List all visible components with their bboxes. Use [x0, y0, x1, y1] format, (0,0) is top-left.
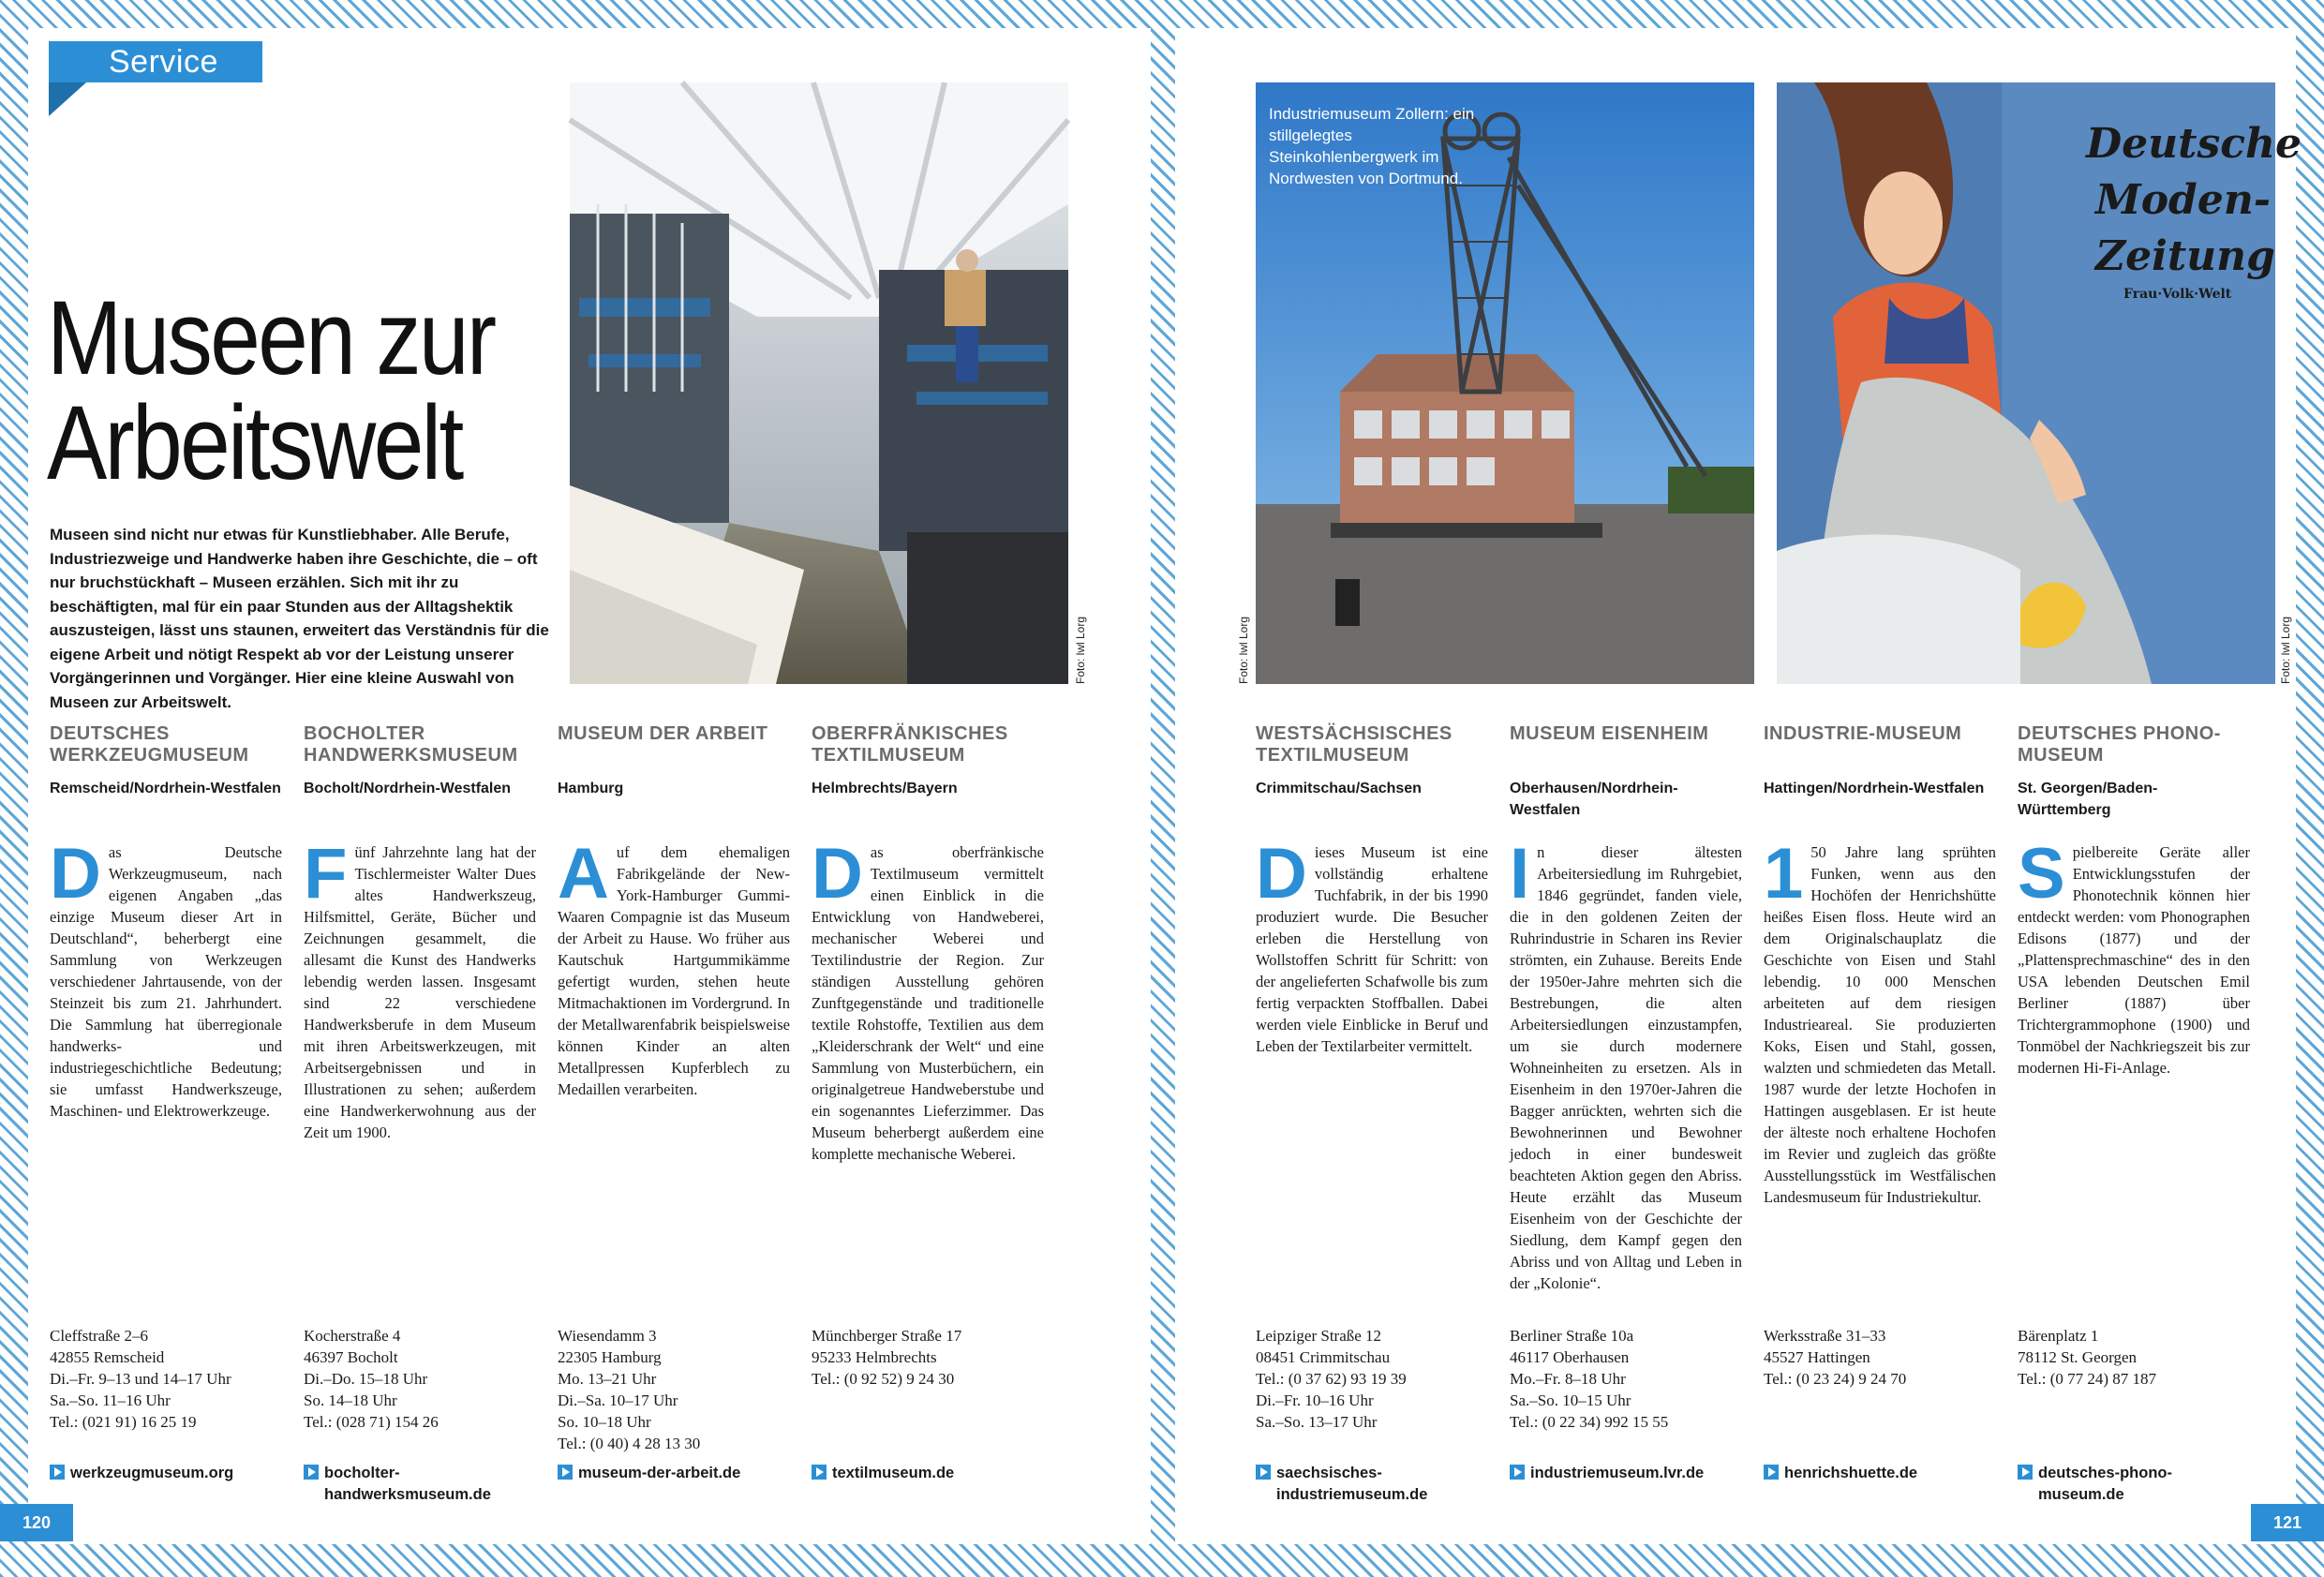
museum-address: Bärenplatz 1 78112 St. Georgen Tel.: (0 77 24) 87 187 [2018, 1327, 2157, 1388]
museum-weblink[interactable] [2018, 1463, 2252, 1506]
museum-description [50, 834, 282, 1122]
drop-cap: S [2018, 834, 2065, 914]
museum-column-hattingen [1764, 723, 1996, 1208]
museum-address: Kocherstraße 4 46397 Bocholt Di.–Do. 15–18 Uhr So. 14–18 Uhr Tel.: (028 71) 154 26 [304, 1327, 439, 1431]
description-text: as Deutsche Werkzeugmuseum, nach eigenen Angaben „das einzige Museum dieser Art in Deutschland“, beherbergt eine Sammlung von Werkzeugen verschiedener Jahrtausende, von der Steinzeit bis zum 21. Jahrhundert. Die Sammlung hat überregionale handwerks- und industriegeschichtliche Bedeutung; sie umfasst Handwerkszeuge, Maschinen- und Elektrowerkzeuge. [50, 843, 282, 1120]
magazine-title-line-2: Moden- [2095, 176, 2272, 224]
museum-address: Berliner Straße 10a 46117 Oberhausen Mo.–Fr. 8–18 Uhr Sa.–So. 10–15 Uhr Tel.: (0 22 34) 992 15 55 [1510, 1327, 1669, 1431]
museum-description [304, 834, 536, 1143]
link-arrow-icon [1764, 1465, 1779, 1480]
drop-cap: F [304, 834, 348, 914]
magazine-title-line-1: Deutsche [2086, 120, 2302, 168]
link-arrow-icon [812, 1465, 827, 1480]
museum-name: DEUTSCHES PHONO-MUSEUM [2018, 723, 2221, 766]
weblink-url[interactable]: textilmuseum.de [832, 1465, 955, 1481]
page-number-left: 120 [0, 1504, 73, 1541]
museum-column-westsachsen [1256, 723, 1488, 1057]
museum-location: Hattingen/Nordrhein-Westfalen [1764, 781, 1985, 796]
museum-weblink[interactable] [1510, 1463, 1744, 1484]
museum-location: Crimmitschau/Sachsen [1256, 781, 1422, 796]
photo-credit-magazine: Foto: lwl Lorg [2279, 616, 2292, 684]
museum-name: WESTSÄCHSISCHES TEXTILMUSEUM [1256, 723, 1452, 766]
photo-credit-weaving: Foto: lwl Lorg [1074, 616, 1087, 684]
weblink-url[interactable]: industriemuseum.lvr.de [1530, 1465, 1705, 1481]
museum-column-phono [2018, 723, 2250, 1079]
museum-location: Remscheid/Nordrhein-Westfalen [50, 781, 281, 796]
title-line-2: Arbeitswelt [47, 384, 462, 501]
page-number-right: 121 [2251, 1504, 2324, 1541]
link-arrow-icon [558, 1465, 573, 1480]
museum-address: Wiesendamm 3 22305 Hamburg Mo. 13–21 Uhr Di.–Sa. 10–17 Uhr So. 10–18 Uhr Tel.: (0 40) 4 28 13 30 [558, 1327, 701, 1452]
description-text: as oberfränkische Textilmuseum vermittelt einen Einblick in die Entwicklung von Handweberei, mechanischer Weberei und Textilindustrie der Region. Zur ständigen Ausstellung gehören Zunftgegenstände und traditionelle textile Rohstoffe, Textilien aus dem „Kleiderschrank der Welt“ und eine Sammlung von Musterbüchern, ein originalgetreue Handweberstube und ein sogenanntes Lieferzimmer. Das Museum beherbergt außerdem eine komplette mechanische Weberei. [812, 843, 1044, 1163]
museum-weblink[interactable] [50, 1463, 284, 1484]
weblink-url[interactable]: deutsches-phono-museum.de [2038, 1465, 2172, 1503]
drop-cap: D [1256, 834, 1307, 914]
magazine-title-line-3: Zeitung [2095, 232, 2275, 280]
museum-column-eisenheim [1510, 723, 1742, 1294]
museum-location: St. Georgen/Baden-Württemberg [2018, 781, 2158, 818]
museum-column-oberfranken [812, 723, 1044, 1165]
drop-cap: D [50, 834, 101, 914]
museum-name: OBERFRÄNKISCHES TEXTILMUSEUM [812, 723, 1008, 766]
museum-location: Oberhausen/Nordrhein-Westfalen [1510, 781, 1678, 818]
museum-column-bocholt [304, 723, 536, 1143]
link-arrow-icon [2018, 1465, 2033, 1480]
museum-address: Cleffstraße 2–6 42855 Remscheid Di.–Fr. 9–13 und 14–17 Uhr Sa.–So. 11–16 Uhr Tel.: (021 91) 16 25 19 [50, 1327, 231, 1431]
link-arrow-icon [304, 1465, 319, 1480]
museum-description [812, 834, 1044, 1165]
drop-cap: 1 [1764, 834, 1804, 914]
link-arrow-icon [1256, 1465, 1271, 1480]
link-arrow-icon [50, 1465, 65, 1480]
description-text: uf dem ehemaligen Fabrikgelände der New-York-Hamburger Gummi-Waaren Compagnie ist das Museum der Arbeit zu Hause. Wo früher aus Kautschuk Hartgummikämme gefertigt wurden, stehen heute Mitmachaktionen im Vordergrund. In der Metallwarenfabrik beispielsweise können Kinder an alten Metallpressen Kupferblech zu Medaillen verarbeiten. [558, 843, 790, 1098]
weblink-url[interactable]: saechsisches-industriemuseum.de [1276, 1465, 1428, 1503]
drop-cap: A [558, 834, 609, 914]
museum-description [1510, 834, 1742, 1294]
museum-name: INDUSTRIE-MUSEUM [1764, 723, 1962, 744]
museum-location: Bocholt/Nordrhein-Westfalen [304, 781, 512, 796]
drop-cap: I [1510, 834, 1530, 914]
museum-description [1764, 834, 1996, 1208]
description-text: 50 Jahre lang sprühten Funken, wenn aus den Hochöfen der Henrichshütte heißes Eisen floss. Heute wird an dem Originalschauplatz die Geschichte von Eisen und Stahl lebendig. 10 000 Menschen arbeiteten auf dem riesigen Industrieareal. Sie produzierten Koks, Eisen und Stahl, gossen, walzten und schmiedeten das Metall. 1987 wurde der letzte Hochofen in Hattingen ausgeblasen. Er ist heute der älteste noch erhaltene Hochofen im Revier und zugleich das größte Ausstellungsstück im Westfälischen Landesmuseum für Industriekultur. [1764, 843, 1996, 1206]
description-text: n dieser ältesten Arbeitersiedlung im Ruhrgebiet, 1846 gegründet, fanden viele, die in den goldenen Zeiten der Ruhrindustrie in Scharen ins Revier strömten, ein Zuhause. Bereits Ende der 1950er-Jahre mehrten sich die Bestrebungen, die alten Arbeitersiedlungen einzustampfen, um sie durch modernere Wohneinheiten zu ersetzen. Als in Eisenheim in den 1970er-Jahren die Bagger anrückten, wehrten sich die Bewohnerinnen und Bewohner jedoch in einer bundesweit beachteten Aktion gegen den Abriss. Heute erzählt das Museum Eisenheim von der Geschichte der Siedlung, dem Kampf gegen den Abriss und von Alltag und Leben in der „Kolonie“. [1510, 843, 1742, 1292]
museum-address: Werksstraße 31–33 45527 Hattingen Tel.: (0 23 24) 9 24 70 [1764, 1327, 1907, 1388]
museum-description [558, 834, 790, 1100]
weaving-hall-photo [570, 82, 1068, 684]
museum-location: Hamburg [558, 781, 624, 796]
mine-photo-caption: Industriemuseum Zollern: ein stillgelegtes Steinkohlenbergwerk im Nordwesten von Dortmund. [1269, 105, 1475, 187]
museum-location: Helmbrechts/Bayern [812, 781, 958, 796]
museum-name: MUSEUM DER ARBEIT [558, 723, 768, 744]
photo-credit-mine: Foto: lwl Lorg [1237, 616, 1250, 684]
intro-paragraph: Museen sind nicht nur etwas für Kunstliebhaber. Alle Berufe, Industriezweige und Handwerke haben ihre Geschichte, die – oft nur bruchstückhaft – Museen erzählen. Sich mit ihr zu beschäftigten, mal für ein paar Stunden aus der Alltagshektik auszusteigen, lässt uns staunen, erweitert das Verständnis für die eigene Arbeit und nötigt Respekt ab vor der Leistung unserer Vorgängerinnen und Vorgänger. Hier eine kleine Auswahl von Museen zur Arbeitswelt. [50, 526, 549, 711]
weblink-url[interactable]: bocholter-handwerksmuseum.de [324, 1465, 491, 1503]
section-flag-icon [49, 82, 86, 116]
museum-address: Leipziger Straße 12 08451 Crimmitschau Tel.: (0 37 62) 93 19 39 Di.–Fr. 10–16 Uhr Sa.–So. 13–17 Uhr [1256, 1327, 1407, 1431]
weblink-url[interactable]: henrichshuette.de [1784, 1465, 1918, 1481]
museum-description [1256, 834, 1488, 1057]
museum-weblink[interactable] [558, 1463, 792, 1484]
description-text: ünf Jahrzehnte lang hat der Tischlermeister Walter Dues altes Handwerkszeug, Hilfsmittel, Geräte, Bücher und Zeichnungen gesammelt, die allesamt die Kunst des Handwerks lebendig werden lassen. Insgesamt sind 22 verschiedene Handwerksberufe in dem Museum mit ihren Arbeitswerkzeugen, mit Arbeitsergebnissen und in Illustrationen zu sehen; außerdem eine Handwerkerwohnung aus der Zeit um 1900. [304, 843, 536, 1141]
link-arrow-icon [1510, 1465, 1525, 1480]
museum-weblink[interactable] [1256, 1463, 1490, 1506]
museum-weblink[interactable] [304, 1463, 538, 1506]
museum-address: Münchberger Straße 17 95233 Helmbrechts Tel.: (0 92 52) 9 24 30 [812, 1327, 962, 1388]
drop-cap: D [812, 834, 863, 914]
description-text: pielbereite Geräte aller Entwicklungsstufen der Phonotechnik können hier entdeckt werden: vom Phonographen Edisons (1877) und der „Plattensprechmaschine“ des in den USA lebenden Deutschen Emil Berliner (1887) über Trichtergrammophone (1900) und Tonmöbel der Nachkriegszeit bis zur modernen Hi-Fi-Anlage. [2018, 843, 2250, 1077]
museum-weblink[interactable] [812, 1463, 1046, 1484]
page-title [47, 279, 499, 501]
magazine-subtitle: Frau·Volk·Welt [2123, 287, 2232, 302]
museum-name: BOCHOLTER HANDWERKSMUSEUM [304, 723, 518, 766]
title-line-1: Museen zur [47, 279, 495, 396]
museum-column-werkzeug [50, 723, 282, 1122]
weblink-url[interactable]: museum-der-arbeit.de [578, 1465, 741, 1481]
museum-weblink[interactable] [1764, 1463, 1998, 1484]
museum-name: DEUTSCHES WERKZEUGMUSEUM [50, 723, 249, 766]
museum-column-arbeit [558, 723, 790, 1100]
description-text: ieses Museum ist eine vollständig erhaltene Tuchfabrik, in der bis 1990 produziert wurde. Die Besucher erleben die Herstellung von Wollstoffen Schritt für Schritt: von der angelieferten Schafwolle bis zum fertig verpackten Stoffballen. Dabei werden viele Einblicke in Beruf und Leben der Textilarbeiter vermittelt. [1256, 843, 1488, 1055]
weblink-url[interactable]: werkzeugmuseum.org [70, 1465, 234, 1481]
museum-description [2018, 834, 2250, 1079]
museum-name: MUSEUM EISENHEIM [1510, 723, 1709, 744]
magazine-title [2084, 120, 2302, 302]
section-label: Service [49, 41, 262, 82]
